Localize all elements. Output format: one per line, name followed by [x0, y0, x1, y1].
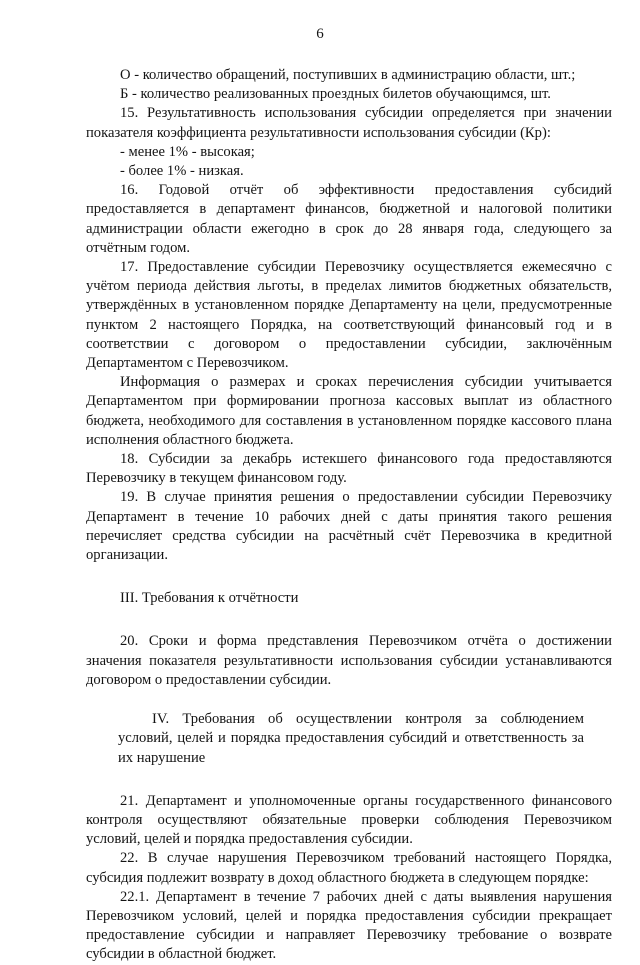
document-body — [86, 66, 612, 965]
paragraph: 22. В случае нарушения Перевозчиком требований настоящего Порядка, субсидия подлежит возврату в доход областного бюджета в следующем порядке: — [86, 850, 612, 886]
paragraph: Информация о размерах и сроках перечисления субсидии учитывается Департаментом при формировании прогноза кассовых выплат из областного бюджета, необходимого для составления в установленном порядке кассового плана исполнения областного бюджета. — [86, 374, 612, 448]
paragraph: 15. Результативность использования субсидии определяется при значении показателя коэффициента результативности использования субсидии (Кр): — [86, 105, 612, 141]
paragraph: 20. Сроки и форма представления Перевозчиком отчёта о достижении значения показателя результативности использования субсидии устанавливаются договором о предоставлении субсидии. — [86, 633, 612, 688]
paragraph: 17. Предоставление субсидии Перевозчику осуществляется ежемесячно с учётом периода действия льготы, в пределах лимитов бюджетных обязательств, утверждённых в установленном порядке Департаменту на цели, предусмотренные пунктом 2 настоящего Порядка, на соответствующий финансовый год и в соответствии с договором о предоставлении субсидии, заключённым Департаментом с Перевозчиком. — [86, 259, 612, 372]
list-item: - более 1% - низкая. — [120, 163, 244, 180]
paragraph: 21. Департамент и уполномоченные органы государственного финансового контроля осуществляют обязательные проверки соблюдения Перевозчиком условий, целей и порядка предоставления субсидии. — [86, 792, 612, 848]
paragraph: 18. Субсидии за декабрь истекшего финансового года предоставляются Перевозчику в текущем финансовом году. — [86, 451, 612, 487]
paragraph: Б - количество реализованных проездных билетов обучающимся, шт. — [120, 86, 551, 103]
section-heading: III. Требования к отчётности — [120, 590, 299, 607]
paragraph: 16. Годовой отчёт об эффективности предоставления субсидий предоставляется в департамент финансов, бюджетной и налоговой политики администрации области ежегодно в срок до 28 января года, следующего за отчётным годом. — [86, 182, 612, 256]
list-item: - менее 1% - высокая; — [120, 143, 255, 160]
page-number: 6 — [316, 26, 324, 42]
paragraph: 19. В случае принятия решения о предоставлении субсидии Перевозчику Департамент в течение 10 рабочих дней с даты принятия такого решения перечисляет средства субсидии на расчётный счёт Перевозчика в кредитной организации. — [86, 489, 612, 564]
section-heading: IV. Требования об осуществлении контроля за соблюдением условий, целей и порядка предоставления субсидий и ответственность за их нарушение — [118, 711, 584, 766]
paragraph: О - количество обращений, поступивших в администрацию области, шт.; — [120, 67, 576, 83]
paragraph: 22.1. Департамент в течение 7 рабочих дней с даты выявления нарушения Перевозчиком условий, целей и порядка предоставления субсидии прекращает предоставление субсидии и направляет Перевозчику требование о возврате субсидии в областной бюджет. — [86, 888, 612, 963]
